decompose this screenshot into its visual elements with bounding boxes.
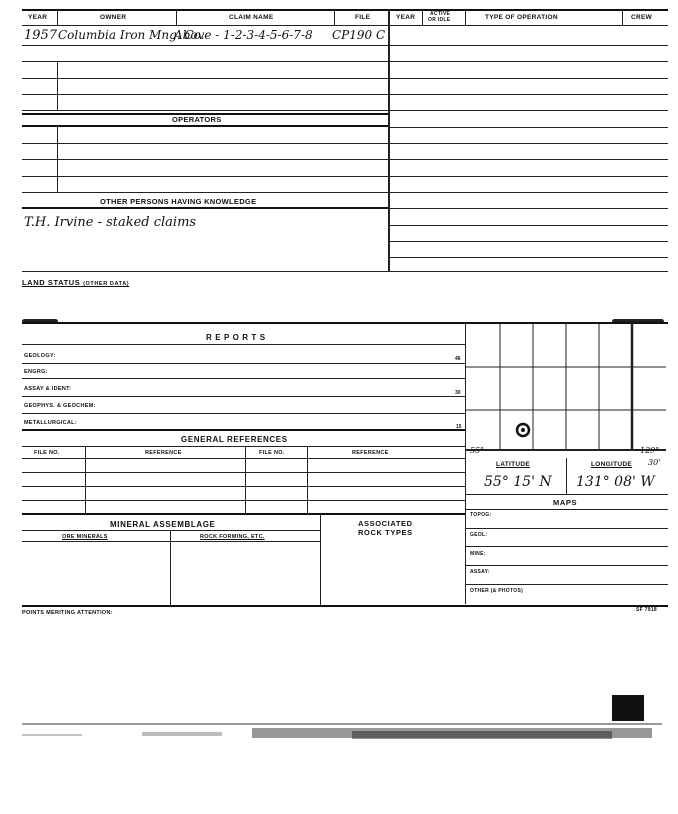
maps-topog: TOPOG: <box>470 512 492 518</box>
report-engrg: ENGRG: <box>24 369 48 375</box>
mineral-assemblage-title: MINERAL ASSEMBLAGE <box>110 520 216 529</box>
operators-title: OPERATORS <box>172 115 222 124</box>
rock-types-label: ROCK TYPES <box>358 528 413 537</box>
longitude-value: 131° 08' W <box>576 474 655 490</box>
row1-claim-name: Above - 1-2-3-4-5-6-7-8 <box>174 28 313 42</box>
gr-file-no-2: FILE NO. <box>259 450 285 456</box>
report-metallurgical: METALLURGICAL: <box>24 420 77 426</box>
header-claim-name: CLAIM NAME <box>229 14 274 21</box>
scan-black-block <box>612 695 644 721</box>
report-geology: GEOLOGY: <box>24 353 56 359</box>
map-lat-left: 55° <box>470 446 485 455</box>
rock-forming-label: ROCK FORMING, ETC. <box>200 534 265 540</box>
latitude-label: LATITUDE <box>496 461 531 468</box>
header-year-2: YEAR <box>396 14 416 21</box>
maps-assay: ASSAY: <box>470 569 490 575</box>
associated-label: ASSOCIATED <box>358 519 413 528</box>
location-map-grid <box>466 324 666 454</box>
report-metallurgical-num: 15 <box>456 424 462 430</box>
gr-reference-2: REFERENCE <box>352 450 389 456</box>
header-crew: CREW <box>631 14 653 21</box>
gr-file-no-1: FILE NO. <box>34 450 60 456</box>
gr-reference-1: REFERENCE <box>145 450 182 456</box>
maps-geol: GEOL: <box>470 532 488 538</box>
report-geology-num: 46 <box>455 356 461 362</box>
scan-artifact-band <box>22 718 662 748</box>
map-lon-right: 30' <box>648 458 661 467</box>
header-year: YEAR <box>28 14 48 21</box>
land-status-title <box>22 278 129 287</box>
report-assay-num: 30 <box>455 390 461 396</box>
latitude-value: 55° 15' N <box>484 474 552 490</box>
header-file: FILE <box>355 14 371 21</box>
form-number: SF 7918 <box>636 607 658 613</box>
header-type-of-operation: TYPE OF OPERATION <box>485 14 558 21</box>
maps-mine: MINE: <box>470 551 486 557</box>
report-geophys: GEOPHYS. & GEOCHEM: <box>24 403 96 409</box>
map-lat-top-right: 129° <box>640 446 660 455</box>
other-persons-entry: T.H. Irvine - staked claims <box>24 215 197 230</box>
reports-title: R E P O R T S <box>206 333 266 342</box>
header-or-idle: OR IDLE <box>428 17 451 23</box>
header-active: ACTIVE <box>430 11 451 17</box>
maps-other: OTHER (& PHOTOS) <box>470 588 524 594</box>
row1-year: 1957 <box>24 28 58 43</box>
row1-file: CP190 C <box>332 28 386 42</box>
maps-title: MAPS <box>553 498 578 507</box>
land-status-subtitle: (OTHER DATA) <box>83 281 130 287</box>
map-grid-lines <box>466 324 666 454</box>
report-assay-ident: ASSAY & IDENT: <box>24 386 72 392</box>
row1-owner: Columbia Iron Mng. Co. <box>58 28 205 42</box>
points-meriting-attention: POINTS MERITING ATTENTION: <box>22 610 113 616</box>
other-persons-title: OTHER PERSONS HAVING KNOWLEDGE <box>100 197 257 206</box>
general-references-title: GENERAL REFERENCES <box>181 435 288 444</box>
longitude-label: LONGITUDE <box>591 461 632 468</box>
header-owner: OWNER <box>100 14 127 21</box>
ore-minerals-label: ORE MINERALS <box>62 534 108 540</box>
land-status-label: LAND STATUS <box>22 278 81 287</box>
